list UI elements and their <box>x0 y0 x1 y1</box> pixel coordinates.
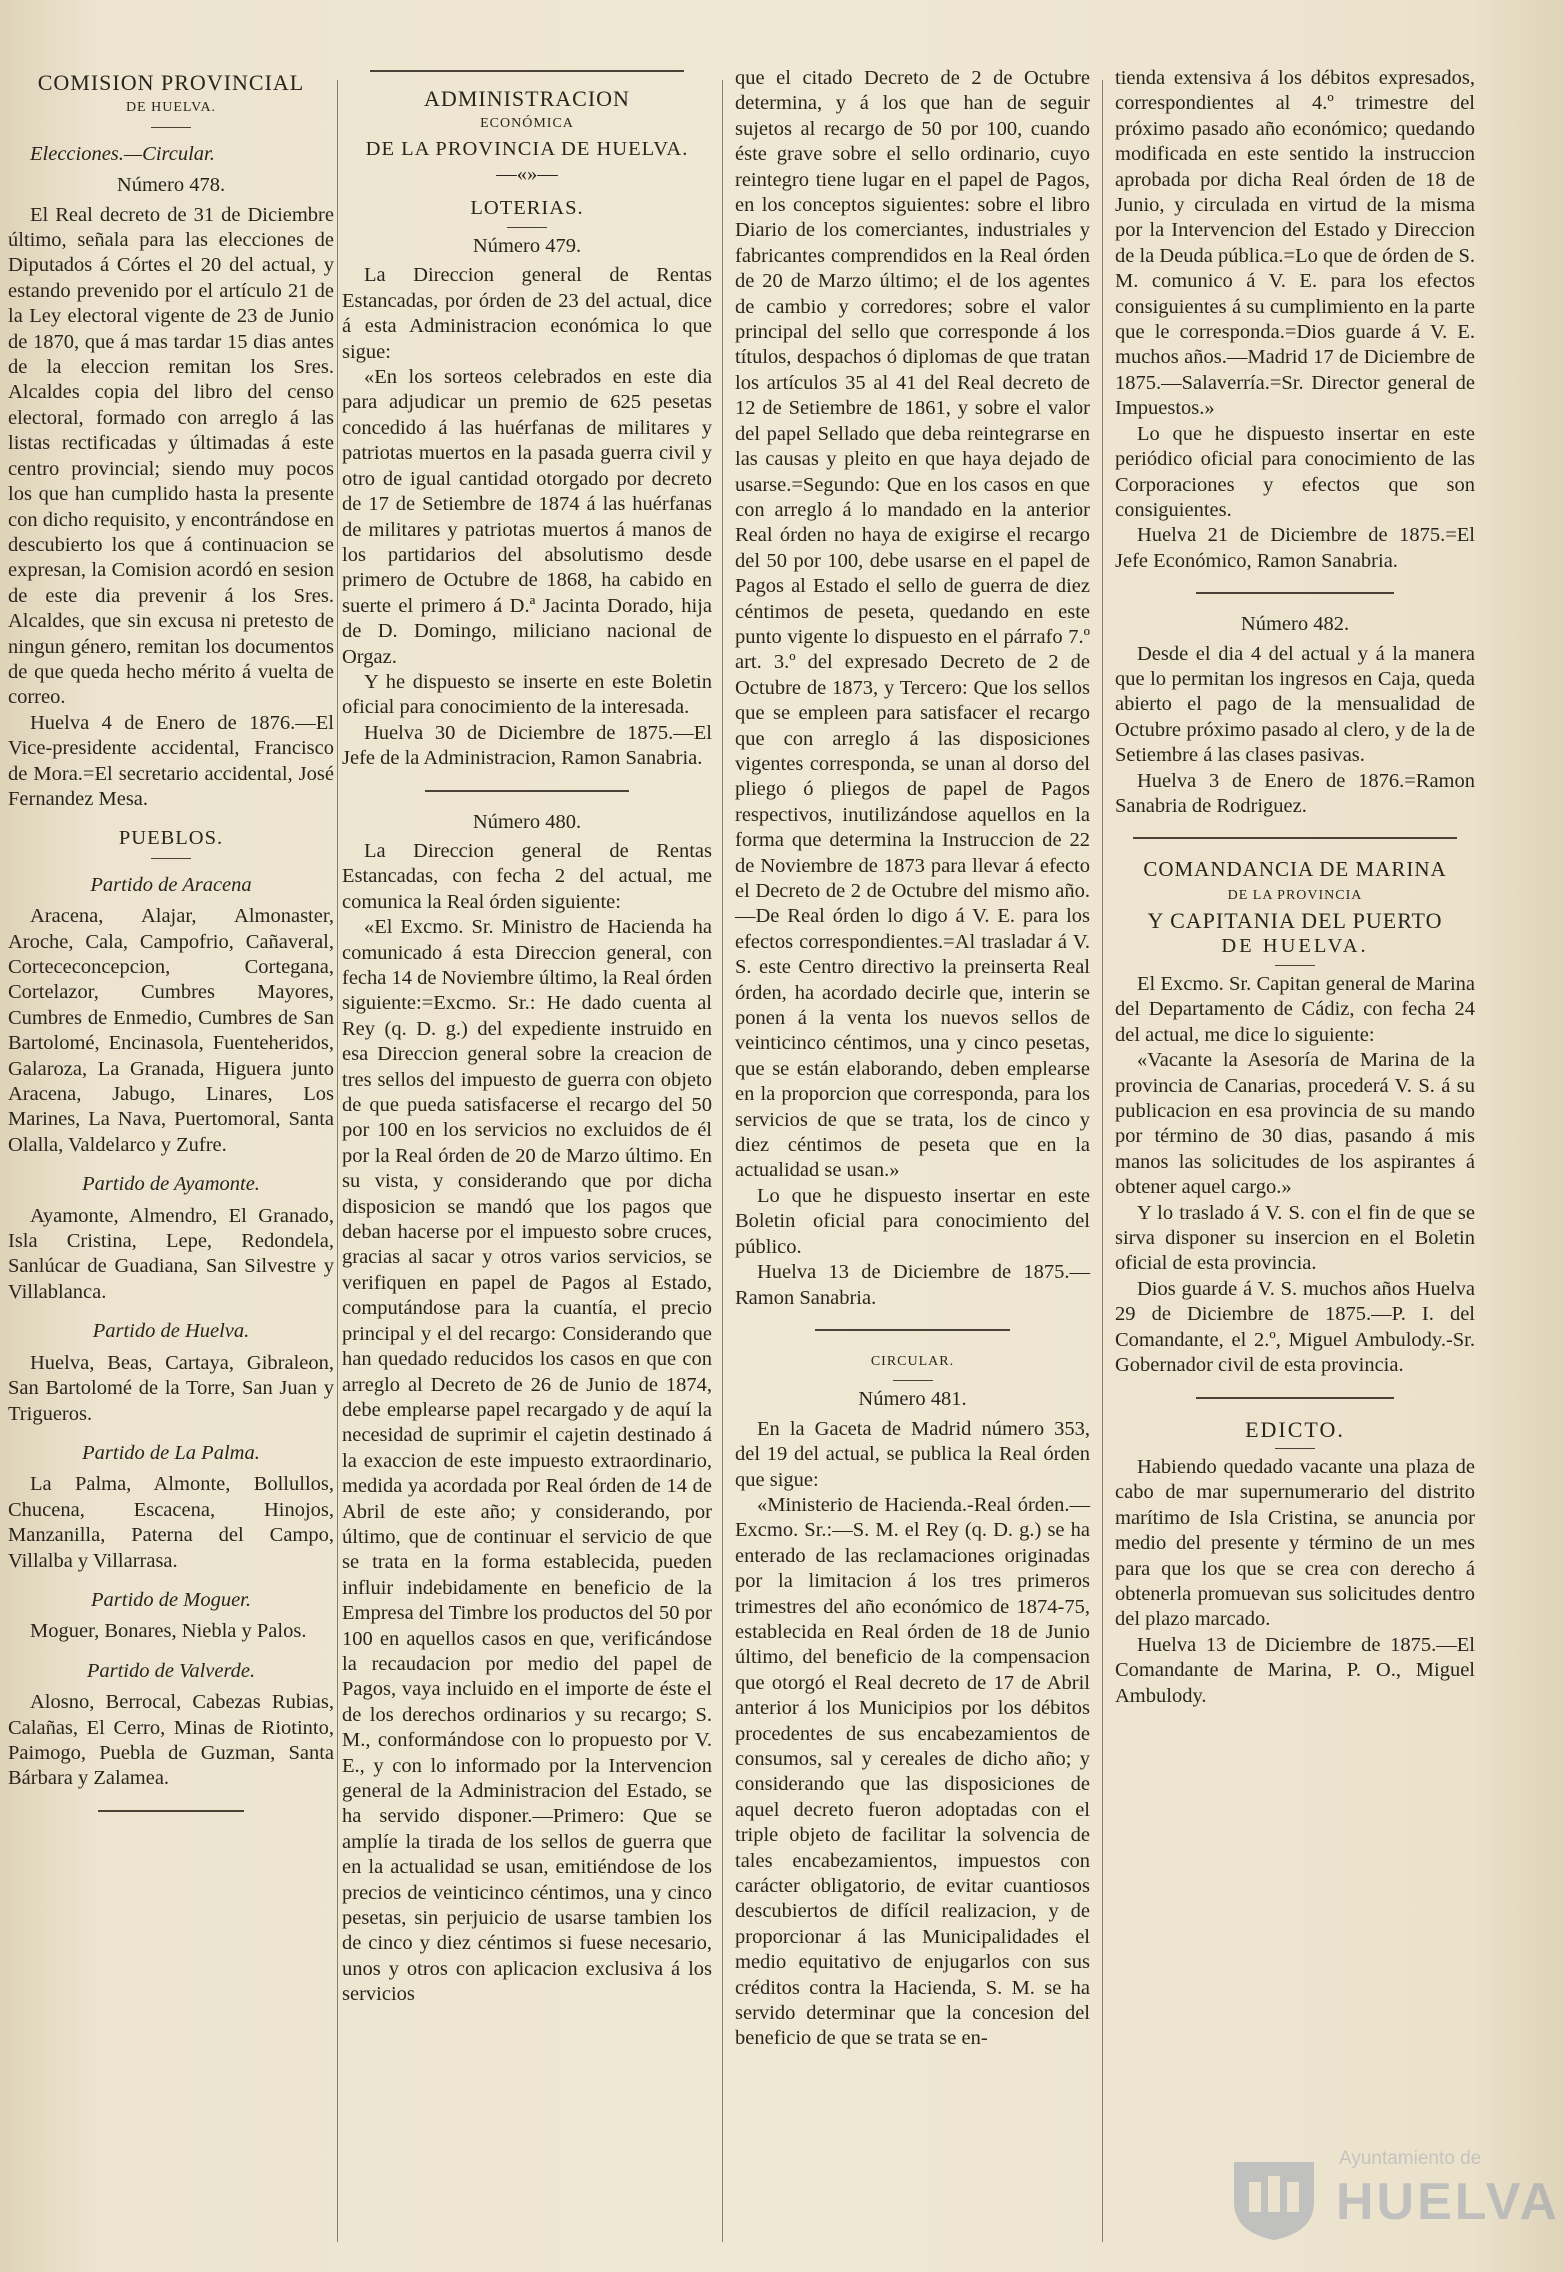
column-rule <box>337 80 338 2242</box>
column-4 <box>1115 66 1475 1709</box>
partido-towns: La Palma, Almonte, Bollullos, Chucena, Escacena, Hinojos, Manzanilla, Paterna del Campo, Villalba y Villarrasa. <box>8 1473 334 1572</box>
divider <box>1133 837 1457 839</box>
watermark-small-text: Ayuntamiento de <box>1339 2148 1482 2169</box>
section-header: Y CAPITANIA DEL PUERTO <box>1147 908 1443 934</box>
pueblos-title: PUEBLOS. <box>118 827 224 850</box>
partido-towns: Moguer, Bonares, Niebla y Palos. <box>30 1620 307 1643</box>
article-body: Lo que he dispuesto insertar en este periódico oficial para conocimiento de las Corporaciones y efectos que son consiguientes. <box>1115 422 1475 521</box>
divider <box>151 127 191 128</box>
column-3 <box>735 66 1090 2052</box>
partido-title: Partido de Huelva. <box>92 1320 250 1343</box>
article-signature: Huelva 4 de Enero de 1876.—El Vice-presidente accidental, Francisco de Mora.=El secretario accidental, José Fernandez Mesa. <box>8 711 334 810</box>
article-body: El Excmo. Sr. Capitan general de Marina del Departamento de Cádiz, con fecha 24 del actual, me dice lo siguiente: <box>1115 973 1475 1046</box>
article-body: Y lo traslado á V. S. con el fin de que se sirva disponer su insercion en el Boletin oficial de esta provincia. <box>1115 1201 1475 1275</box>
partidos-list <box>8 873 334 1792</box>
article-body: El Real decreto de 31 de Diciembre último, señala para las elecciones de Diputados á Córtes el 20 del actual, y estando prevenido por el artículo 21 de la Ley electoral vigente de 23 de Junio de 1870, que á mas tardar 15 dias antes de la eleccion remitan los Sres. Alcaldes copia del libro del censo electoral, formado con arreglo á las listas rectificadas y últimadas á este centro provincial; siendo muy pocos los que han cumplido hasta la presente con dicho requisito, y encontrándose en descubierto los que á continuacion se expresan, la Comision acordó en sesion de este dia prevenir á los Sres. Alcaldes, que sin excusa ni pretesto de ningun género, remitan los documentos de que queda hecho mérito á vuelta de correo. <box>8 203 334 709</box>
article-signature: Huelva 30 de Diciembre de 1875.—El Jefe de la Administracion, Ramon Sanabria. <box>342 721 712 770</box>
divider <box>425 790 629 792</box>
article-body: «Ministerio de Hacienda.-Real órden.—Excmo. Sr.:—S. M. el Rey (q. D. g.) se ha enterado de las reclamaciones originadas por la limitacion á los tres primeros trimestres del año económico de 1874-75, establecida en Real órden de 18 de Junio último, del beneficio de la compensacion que otorgó el Real decreto de 17 de Abril anterior á los Municipios por los débitos procedentes de sus encabezamientos de consumos, sal y cereales de dicho año; y considerando que las disposiciones de aquel decreto fueron adoptadas con el triple objeto de facilitar la solvencia de tales encabezamientos, impuestos con carácter obligatorio, de evitar cuantiosos descubiertos de difícil realizacion, y de proporcionar á las Municipalidades el medio equitativo de enjugarlos con sus créditos contra la Hacienda, S. M. se ha servido determinar que la concesion del beneficio de que se trata se en- <box>735 1493 1090 2050</box>
divider <box>1196 592 1394 594</box>
article-body: «El Excmo. Sr. Ministro de Hacienda ha comunicado á esta Direccion general, con fecha 14 de Noviembre último, la Real órden siguiente:=Excmo. Sr.: He dado cuenta al Rey (q. D. g.) del expediente instruido en esa Direccion general sobre la creacion de tres sellos del impuesto de guerra con objeto de que pueda satisfacerse el recargo del 50 por 100 en los servicios no excluidos de él por la Real órden de 20 de Marzo último. En su vista, y considerando que por dicha disposicion se mandó que los pagos que deban hacerse por el impuesto sobre cruces, gracias al sacar y otros varios servicios, se verifiquen en papel de Pagos al Estado, computándose para la cuantía, el precio principal y el del recargo: Considerando que han quedado reducidos los casos en que con arreglo al Decreto de 26 de Junio de 1874, debe emplearse papel recargado y de aquí la necesidad de suprimir el cajetin destinado á la exaccion de este impuesto extraordinario, medida ya acordada por Real órden de 14 de Abril de este año; y considerando, por último, que de continuar el servicio de que se trata en la forma establecida, pueden influir indebidamente en beneficio de la Empresa del Timbre los productos del 50 por 100 en aquellos casos en que, verificándose la recaudacion por medio del papel de Pagos, vaya incluido en el importe de éste el de los derechos ordinarios y su recargo; S. M., conformándose con lo propuesto por V. E., y con lo informado por la Intervencion general de la Administracion del Estado, se ha servido disponer.—Primero: Que se amplíe la tirada de los sellos de guerra que en la actualidad se usan, emitiéndose de los precios de veinticinco céntimos, una y cinco pesetas, sin perjuicio de usarse tambien los de cinco y diez céntimos si fuese necesario, unos y otros con aplicacion exclusiva á los servicios <box>342 916 713 2006</box>
partido-towns: Aracena, Alajar, Almonaster, Aroche, Cala, Campofrio, Cañaveral, Cortececoncepcion, Cortegana, Cortelazor, Cumbres Mayores, Cumbres de Enmedio, Cumbres de San Bartolomé, Encinasola, Fuenteheridos, Galaroza, La Granada, Higuera junto Aracena, Jabugo, Linares, Los Marines, La Nava, Puertomoral, Santa Olalla, Valdelarco y Zufre. <box>8 905 334 1156</box>
divider <box>151 858 191 859</box>
section-header: ADMINISTRACION <box>424 86 630 111</box>
article-body: que el citado Decreto de 2 de Octubre determina, y á los que han de seguir sujetos al recargo de 50 por 100, cuando éste grave sobre el sello ordinario, cuyo reintegro tiene lugar en el papel de Pagos, en los conceptos siguientes: sobre el libro Diario de los comerciantes, industriales y fabricantes comprendidos en la Real órden de 20 de Marzo último; el de los agentes de cambio y corredores; sobre el valor principal del sello que corresponde á los títulos, despachos ó diplomas de que tratan los artículos 35 al 41 del Real decreto de 12 de Setiembre de 1861, y sobre el valor del papel Sellado que deba reintegrarse en las causas y pleito en que haya dejado de usarse.=Segundo: Que en los casos en que con arreglo á lo mandado en la anterior Real órden no haya de exigirse el recargo del 50 por 100, debe usarse en el papel de Pagos al Estado el sello de guerra de diez céntimos de peseta, quedando en este punto vigente lo dispuesto en el párrafo 7.º art. 3.º del expresado Decreto de 2 de Octubre de 1873, y Tercero: Que los sellos que se empleen para satisfacer el recargo que con arreglo á las disposiciones vigentes corresponda, se unan al dorso del pliego ó pliegos de papel de Pagos respectivos, inutilizándose aquellos en la forma que determina la Instruccion de 22 de Noviembre de 1873 para llevar á efecto el Decreto de 2 de Octubre del mismo año.—De Real órden lo digo á V. E. para los efectos correspondientes.=Al trasladar á V. S. este Centro directivo la preinserta Real órden, ha acordado decirle que, interin se ponen á la venta los nuevos sellos de veinticinco céntimos, una y cinco pesetas, que se están elaborando, deben emplearse en la proporcion que corresponda, para los servicios de que se trata, los de cinco y diez céntimos de peseta que en la actualidad se usan.» <box>735 67 1090 1182</box>
divider <box>1275 965 1315 966</box>
article-signature: Huelva 13 de Diciembre de 1875.—Ramon Sanabria. <box>735 1261 1090 1309</box>
section-title: CIRCULAR. <box>870 1353 955 1369</box>
watermark-big-text: HUELVA <box>1336 2173 1561 2231</box>
divider <box>815 1329 1010 1331</box>
article-body: Lo que he dispuesto insertar en este Boletin oficial para conocimiento del público. <box>735 1184 1090 1258</box>
divider <box>370 70 685 72</box>
article-body: Habiendo quedado vacante una plaza de cabo de mar supernumerario del distrito marítimo de Isla Cristina, se anuncia por medio del presente y término de un mes para que los que se crea con derecho á obtenerla promuevan sus solicitudes dentro del plazo marcado. <box>1115 1455 1475 1631</box>
column-2 <box>342 70 712 2008</box>
ornament: —«»— <box>496 163 558 186</box>
column-1 <box>8 70 334 1830</box>
partido-title: Partido de Aracena <box>90 873 252 896</box>
partido-towns: Huelva, Beas, Cartaya, Gibraleon, San Bartolomé de la Torre, San Juan y Trigueros. <box>8 1351 334 1425</box>
partido-title: Partido de Ayamonte. <box>82 1173 260 1196</box>
article-body: Y he dispuesto se inserte en este Boletin oficial para conocimiento de la interesada. <box>342 670 712 719</box>
article-signature: Dios guarde á V. S. muchos años Huelva 29 de Diciembre de 1875.—P. I. del Comandante, el 2.º, Miguel Ambulody.-Sr. Gobernador civil de esta provincia. <box>1115 1277 1475 1377</box>
article-number: Número 480. <box>472 810 582 833</box>
section-header: COMISION PROVINCIAL <box>37 70 305 95</box>
section-subheader: ECONÓMICA <box>480 116 574 132</box>
section-title: Elecciones.—Circular. <box>30 142 215 165</box>
article-body: «En los sorteos celebrados en este dia para adjudicar un premio de 625 pesetas concedido á las huérfanas de militares y patriotas muertos en la pasada guerra civil y otro de igual cantidad otorgado por decreto de 17 de Setiembre de 1874 á las huérfanas de militares y patriotas muertos á manos de los partidarios del absolutismo desde primero de Octubre de 1868, ha cabido en suerte el primero á D.ª Jacinta Dorado, hija de D. Domingo, miliciano nacional de Orgaz. <box>342 366 712 668</box>
partido-towns: Alosno, Berrocal, Cabezas Rubias, Calañas, El Cerro, Minas de Riotinto, Paimogo, Puebla de Guzman, Santa Bárbara y Zalamea. <box>8 1691 334 1790</box>
partido-title: Partido de La Palma. <box>82 1441 260 1464</box>
divider <box>1275 1448 1315 1449</box>
divider <box>893 1380 933 1381</box>
ayuntamiento-watermark <box>1224 2142 1561 2242</box>
article-number: Número 478. <box>116 174 226 197</box>
article-body: «Vacante la Asesoría de Marina de la provincia de Canarias, procederá V. S. á su publicacion en esa provincia de su mando por término de 30 dias, pasando á mis manos las solicitudes de los aspirantes á obtener aquel cargo.» <box>1115 1049 1475 1199</box>
section-subheader: DE LA PROVINCIA DE HUELVA. <box>365 137 689 160</box>
castle-crest-icon <box>1224 2142 1324 2242</box>
section-title: EDICTO. <box>1245 1416 1345 1442</box>
divider <box>98 1810 245 1812</box>
column-rule <box>1102 80 1103 2242</box>
article-body: Desde el dia 4 del actual y á la manera que lo permitan los ingresos en Caja, queda abierto el pago de la mensualidad de Octubre próximo pasado al clero, y de la de Setiembre á las clases pasivas. <box>1115 642 1475 767</box>
article-number: Número 479. <box>472 235 582 258</box>
section-subheader: DE LA PROVINCIA <box>1227 887 1363 903</box>
section-header: COMANDANCIA DE MARINA <box>1143 857 1447 882</box>
divider <box>1196 1397 1394 1399</box>
divider <box>507 227 547 228</box>
article-body: tienda extensiva á los débitos expresados, correspondientes al 4.º trimestre del próximo pasado año económico; quedando modificada en este sentido la instruccion aprobada por dicha Real órden de 18 de Junio, y circulada en virtud de la misma por la Intervencion del Estado y Direccion de la Deuda pública.=Lo que de órden de S. M. comunico á V. E. para los efectos consiguientes á su cumplimiento en la parte que le corresponda.=Dios guarde á V. E. muchos años.—Madrid 17 de Diciembre de 1875.—Salaverría.=Sr. Director general de Impuestos.» <box>1115 67 1475 420</box>
article-body: En la Gaceta de Madrid número 353, del 19 del actual, se publica la Real órden que sigue: <box>735 1417 1090 1491</box>
article-number: Número 482. <box>1240 613 1350 636</box>
partido-towns: Ayamonte, Almendro, El Granado, Isla Cristina, Lepe, Redondela, Sanlúcar de Guadiana, San Silvestre y Villablanca. <box>8 1204 334 1303</box>
article-body: La Direccion general de Rentas Estancadas, con fecha 2 del actual, me comunica la Real órden siguiente: <box>342 839 712 913</box>
column-rule <box>722 80 723 2242</box>
article-body: La Direccion general de Rentas Estancadas, por órden de 23 del actual, dice á esta Administracion económica lo que sigue: <box>342 264 712 363</box>
article-signature: Huelva 3 de Enero de 1876.=Ramon Sanabria de Rodriguez. <box>1115 769 1475 817</box>
section-title: LOTERIAS. <box>470 196 584 219</box>
article-signature: Huelva 13 de Diciembre de 1875.—El Comandante de Marina, P. O., Miguel Ambulody. <box>1115 1633 1475 1707</box>
article-number: Número 481. <box>858 1388 967 1411</box>
section-subheader: DE HUELVA. <box>125 100 217 116</box>
section-subheader: DE HUELVA. <box>1221 934 1369 957</box>
partido-title: Partido de Valverde. <box>86 1659 256 1682</box>
partido-title: Partido de Moguer. <box>91 1588 251 1611</box>
article-signature: Huelva 21 de Diciembre de 1875.=El Jefe Económico, Ramon Sanabria. <box>1115 524 1475 572</box>
